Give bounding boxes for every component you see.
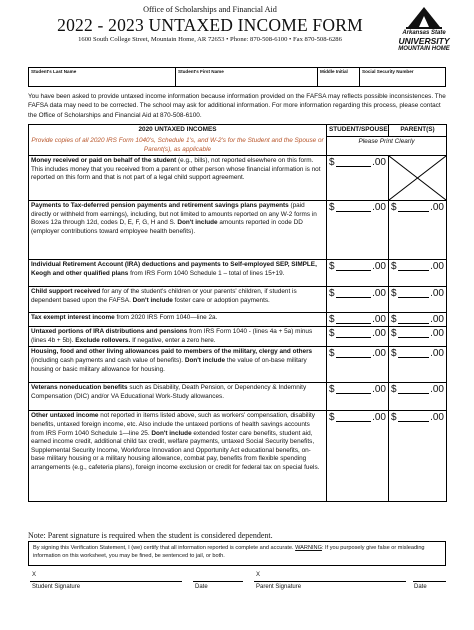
last-name-label: Student's Last Name (31, 69, 77, 74)
amount-blank[interactable] (336, 413, 372, 422)
student-amount-cell[interactable] (327, 287, 389, 313)
certification-warning: WARNING (295, 545, 322, 551)
parent-amount-cell[interactable] (389, 287, 447, 313)
amount-entry[interactable] (329, 261, 386, 272)
row-text-2: extended foster care benefits, student aid, earned income credit, additional child tax credit, welfare payments, untaxed Social Security benefits, Supplemental Security Income, Workforce Innovation and Opportunity Act educational benefits, on-base military housing or a military housing allowance, combat pay, benefits from flexible spending arrangements (e.g., cafeteria plans), foreign income exclusion or credit for federal tax on special fuels. (31, 429, 320, 472)
row-description (29, 383, 327, 411)
amount-entry[interactable] (329, 288, 386, 299)
amount-entry[interactable] (329, 384, 386, 395)
parent-signature-note: Note: Parent signature is required when the student is considered dependent. (28, 531, 273, 540)
row-text: from 2020 IRS Form 1040—line 2a. (114, 314, 218, 322)
amount-entry[interactable] (329, 348, 386, 359)
row-text-2: amounts reported in code DD (employer contributions toward employee health benefits). (31, 219, 303, 236)
cents-suffix: .00 (430, 384, 444, 396)
amount-entry[interactable] (391, 202, 444, 213)
row-description (29, 156, 327, 201)
table-row (29, 313, 447, 327)
amount-blank[interactable] (336, 262, 372, 271)
row-description (29, 260, 327, 287)
student-amount-cell[interactable] (327, 327, 389, 347)
logo-line-2: UNIVERSITY (398, 36, 450, 46)
row-emphasis: Don't include (132, 296, 173, 304)
table-title: 2020 UNTAXED INCOMES (29, 125, 327, 137)
row-text: from IRS Form 1040 - (lines 4a + 5a) minus (lines 4b + 5b). (31, 328, 313, 344)
student-amount-cell[interactable] (327, 411, 389, 502)
amount-blank[interactable] (398, 315, 430, 324)
amount-entry[interactable] (391, 328, 444, 339)
amount-blank[interactable] (336, 203, 372, 212)
amount-blank[interactable] (398, 349, 430, 358)
row-text-2: foster care or adoption payments. (172, 296, 270, 304)
row-text: for any of the student's children or your parents' children, if student is dependent based upon the FAFSA. (31, 288, 297, 304)
table-row (29, 201, 447, 260)
table-row (29, 287, 447, 313)
col-parents: PARENT(S) (389, 125, 447, 137)
table-row (29, 156, 447, 201)
student-date-line[interactable] (193, 581, 243, 582)
row-text: from IRS Form 1040 Schedule 1 – total of lines 15+19. (128, 269, 285, 277)
dollar-sign: $ (391, 384, 397, 396)
amount-entry[interactable] (329, 328, 386, 339)
parent-not-applicable-cell (389, 156, 447, 201)
last-name-field[interactable] (29, 68, 176, 86)
logo-line-1: Arkansas State (402, 30, 446, 36)
cents-suffix: .00 (430, 348, 444, 360)
form-header (40, 5, 380, 45)
university-logo (393, 4, 455, 66)
amount-entry[interactable] (391, 314, 444, 325)
first-name-label: Student's First Name (178, 69, 224, 74)
row-text: not reported in items listed above, such as workers' compensation, disability benefits, untaxed foreign income, etc. Also include the untaxed portions of health savings accounts from IRS Form 1040 Schedule 1—line 25. (31, 412, 315, 437)
amount-blank[interactable] (398, 385, 430, 394)
amount-blank[interactable] (336, 315, 372, 324)
table-subtitle: Provide copies of all 2020 IRS Form 1040's, Schedule 1's, and W-2's for the Student and the Spouse or Parent(s), as applicable (29, 136, 327, 156)
untaxed-income-table (28, 124, 447, 502)
parent-amount-cell[interactable] (389, 383, 447, 411)
dollar-sign: $ (329, 384, 335, 396)
cents-suffix: .00 (430, 261, 444, 273)
student-amount-cell[interactable] (327, 201, 389, 260)
dollar-sign: $ (329, 261, 335, 273)
amount-entry[interactable] (391, 261, 444, 272)
dollar-sign: $ (391, 348, 397, 360)
table-row (29, 327, 447, 347)
student-name-bar (28, 67, 446, 87)
logo-emblem-icon (402, 4, 446, 30)
table-row (29, 347, 447, 383)
amount-entry[interactable] (391, 288, 444, 299)
table-subheader-row (29, 136, 447, 156)
dollar-sign: $ (391, 261, 397, 273)
amount-blank[interactable] (336, 158, 372, 167)
parent-amount-cell[interactable] (389, 313, 447, 327)
dollar-sign: $ (329, 314, 335, 326)
parent-amount-cell[interactable] (389, 327, 447, 347)
cents-suffix: .00 (372, 157, 386, 169)
amount-blank[interactable] (398, 413, 430, 422)
dollar-sign: $ (391, 328, 397, 340)
parent-date-line[interactable] (413, 581, 446, 582)
parent-amount-cell[interactable] (389, 411, 447, 502)
cents-suffix: .00 (372, 261, 386, 273)
amount-blank[interactable] (336, 349, 372, 358)
amount-blank[interactable] (398, 262, 430, 271)
student-amount-cell[interactable] (327, 156, 389, 201)
cents-suffix: .00 (372, 314, 386, 326)
amount-entry[interactable] (391, 384, 444, 395)
student-amount-cell[interactable] (327, 313, 389, 327)
row-text-2: If negative, enter a zero here. (130, 336, 216, 344)
amount-entry[interactable] (329, 412, 386, 423)
parent-date-label: Date (414, 584, 427, 590)
print-clearly-note: Please Print Clearly (327, 136, 447, 156)
student-signature-line[interactable] (30, 581, 182, 582)
amount-blank[interactable] (336, 385, 372, 394)
row-description (29, 201, 327, 260)
row-lead: Individual Retirement Account (IRA) deductions and payments to Self-employed SEP, SIMPLE, Keogh and other qualified plans (31, 261, 317, 277)
row-lead: Child support received (31, 288, 101, 296)
cents-suffix: .00 (430, 288, 444, 300)
row-text-2: the value of on-base military housing or basic military allowance for housing. (31, 357, 307, 373)
student-amount-cell[interactable] (327, 260, 389, 287)
parent-signature-label: Parent Signature (256, 584, 302, 590)
cents-suffix: .00 (372, 288, 386, 300)
row-description (29, 411, 327, 502)
row-emphasis: Don't include (184, 357, 226, 365)
certification-statement (28, 541, 446, 566)
amount-blank[interactable] (398, 329, 430, 338)
dollar-sign: $ (329, 157, 335, 169)
amount-entry[interactable] (329, 202, 386, 213)
student-signature-label: Student Signature (32, 584, 81, 590)
amount-entry[interactable] (329, 157, 386, 168)
dollar-sign: $ (329, 202, 335, 214)
amount-entry[interactable] (391, 348, 444, 359)
row-text: such as Disability, Death Pension, or Dependency & Indemnity Compensation (DIC) and/or VA Educational Work-Study allowances. (31, 384, 307, 401)
row-lead: Veterans noneducation benefits (31, 384, 128, 392)
cents-suffix: .00 (372, 412, 386, 424)
row-description (29, 287, 327, 313)
certification-text-1: By signing this Verification Statement, I (we) certify that all information reported is complete and accurate. (33, 545, 296, 551)
amount-blank[interactable] (398, 203, 430, 212)
row-description (29, 347, 327, 383)
row-emphasis: Don't include (177, 219, 218, 227)
amount-blank[interactable] (398, 289, 430, 298)
row-text: (paid directly or withheld from earnings), including, but not limited to amounts reported on any W-2 forms in Boxes 12a through 12d, codes D, E, F, G, H and S. (31, 202, 317, 227)
dollar-sign: $ (391, 202, 397, 214)
certification-text-2: : If you purposely give false or misleading information on this worksheet, you may be fined, be sentenced to jail, or both. (33, 545, 425, 559)
dollar-sign: $ (391, 412, 397, 424)
parent-amount-cell[interactable] (389, 201, 447, 260)
parent-sign-x: X (256, 572, 261, 578)
dollar-sign: $ (329, 348, 335, 360)
amount-blank[interactable] (336, 289, 372, 298)
cents-suffix: .00 (372, 202, 386, 214)
table-row (29, 383, 447, 411)
middle-initial-label: Middle Initial (320, 69, 348, 74)
student-sign-x: X (32, 572, 37, 578)
row-lead: Housing, food and other living allowances paid to members of the military, clergy and others (31, 348, 313, 356)
col-student-spouse: STUDENT/SPOUSE (327, 125, 389, 137)
middle-initial-field[interactable] (318, 68, 360, 86)
dollar-sign: $ (329, 412, 335, 424)
student-amount-cell[interactable] (327, 383, 389, 411)
parent-signature-line[interactable] (254, 581, 406, 582)
form-title: 2022 - 2023 UNTAXED INCOME FORM (57, 15, 363, 35)
dollar-sign: $ (329, 288, 335, 300)
row-lead: Tax exempt interest income (31, 314, 115, 322)
logo-line-3: MOUNTAIN HOME (398, 46, 450, 52)
table-row (29, 411, 447, 502)
dollar-sign: $ (391, 314, 397, 326)
cents-suffix: .00 (430, 314, 444, 326)
cents-suffix: .00 (430, 412, 444, 424)
office-name: Office of Scholarships and Financial Aid (143, 5, 277, 14)
amount-entry[interactable] (329, 314, 386, 325)
row-text: (e.g., bills), not reported elsewhere on this form. This includes money that you received from a parent or other person whose financial information is not reported on this form and that is not part of a legal child support agreement. (31, 157, 321, 182)
amount-blank[interactable] (336, 329, 372, 338)
row-lead: Other untaxed income (31, 412, 99, 420)
dollar-sign: $ (391, 288, 397, 300)
row-lead: Untaxed portions of IRA distributions and pensions (31, 328, 188, 336)
office-address: 1600 South College Street, Mountain Home, AR 72653 • Phone: 870-508-6100 • Fax 870-508-6286 (78, 36, 342, 43)
cents-suffix: .00 (372, 348, 386, 360)
row-text: (including cash payments and cash value of benefits). (31, 357, 185, 365)
table-header-row (29, 125, 447, 137)
ssn-label: Social Security Number (362, 69, 414, 74)
parent-amount-cell[interactable] (389, 260, 447, 287)
ssn-field[interactable] (360, 68, 445, 86)
intro-paragraph: You have been asked to provide untaxed income information because information provided on the FAFSA may reflects possible inconsistences. The FAFSA data may need to be corrected. The school may ask for additional information. For more information regarding this process, please contact the Office of Scholarships and Financial Aid at 870-508-6100. (28, 93, 446, 119)
cents-suffix: .00 (430, 328, 444, 340)
table-row (29, 260, 447, 287)
row-lead: Money received or paid on behalf of the student (31, 157, 177, 165)
student-date-label: Date (195, 584, 208, 590)
amount-entry[interactable] (391, 412, 444, 423)
cents-suffix: .00 (372, 328, 386, 340)
row-emphasis: Don't include (151, 429, 192, 437)
row-description (29, 327, 327, 347)
parent-amount-cell[interactable] (389, 347, 447, 383)
row-lead: Payments to Tax-deferred pension payments and retirement savings plans payments (31, 202, 289, 210)
row-description (29, 313, 327, 327)
student-amount-cell[interactable] (327, 347, 389, 383)
row-emphasis: Exclude rollovers. (75, 336, 131, 344)
dollar-sign: $ (329, 328, 335, 340)
first-name-field[interactable] (176, 68, 318, 86)
cents-suffix: .00 (372, 384, 386, 396)
cents-suffix: .00 (430, 202, 444, 214)
